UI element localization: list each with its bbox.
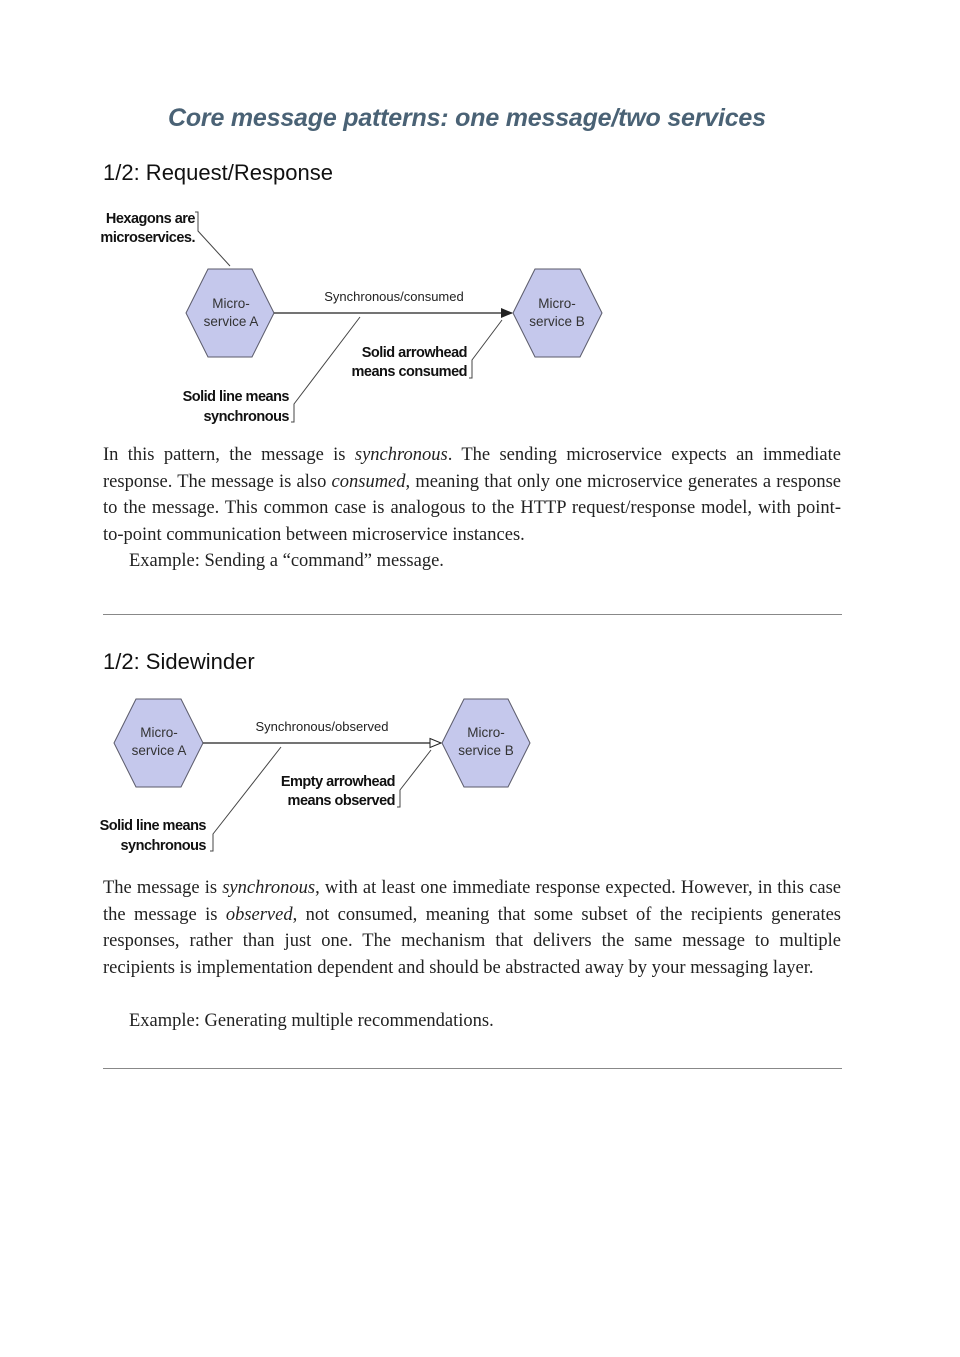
service-a-label-line2: service A bbox=[131, 743, 187, 758]
sidewinder-description: The message is synchronous, with at least one immediate response expected. However, in this case the message is observed, not consumed, meaning that some subset of the recipients generates responses, rather than just one. The mechanism that delivers the same message to multiple recipients is implementation dependent and should be abstracted away by your messaging layer. bbox=[103, 878, 841, 978]
callout-hexagons-line1: Hexagons are bbox=[105, 211, 195, 227]
callout-arrowhead bbox=[281, 750, 431, 809]
section-heading-sidewinder: 1/2: Sidewinder bbox=[103, 649, 255, 674]
service-a-label-line2: service A bbox=[203, 314, 259, 329]
callout-line-line1: Solid line means bbox=[182, 389, 289, 405]
section-divider bbox=[103, 614, 842, 615]
bottom-divider bbox=[103, 1068, 842, 1069]
page-title: Core message patterns: one message/two services bbox=[168, 104, 766, 132]
callout-hexagons bbox=[100, 211, 230, 266]
callout-hexagons-line2: microservices. bbox=[100, 230, 195, 246]
callout-line-leader bbox=[291, 317, 360, 422]
callout-arrowhead-line1: Empty arrowhead bbox=[280, 774, 395, 790]
service-b-label-line1: Micro- bbox=[538, 296, 576, 311]
callout-line-line2: synchronous bbox=[120, 838, 206, 854]
callout-hexagons-leader bbox=[195, 212, 230, 266]
callout-line-leader bbox=[210, 747, 281, 851]
service-a-label-line1: Micro- bbox=[140, 725, 178, 740]
service-b-label-line2: service B bbox=[458, 743, 514, 758]
connector-label: Synchronous/observed bbox=[255, 719, 389, 734]
request-response-example: Example: Sending a “command” message. bbox=[129, 551, 444, 571]
sidewinder-diagram bbox=[0, 690, 960, 865]
callout-arrowhead-line1: Solid arrowhead bbox=[361, 345, 467, 361]
callout-line-line2: synchronous bbox=[203, 409, 289, 425]
service-a-hexagon bbox=[186, 269, 274, 357]
request-response-diagram bbox=[0, 200, 960, 435]
callout-line-line1: Solid line means bbox=[99, 818, 206, 834]
callout-arrowhead bbox=[352, 320, 503, 380]
callout-arrowhead-line2: means consumed bbox=[351, 364, 467, 380]
sidewinder-example: Example: Generating multiple recommendations. bbox=[129, 1011, 494, 1031]
request-response-description: In this pattern, the message is synchronous. The sending microservice expects an immediate response. The message is also consumed, meaning that only one microservice generates a response to the message. This common case is analogous to the HTTP request/response model, with point-to-point communication between microservice instances. bbox=[103, 445, 841, 545]
callout-arrowhead-leader bbox=[469, 320, 502, 378]
service-a-label-line1: Micro- bbox=[212, 296, 250, 311]
section-heading-request-response: 1/2: Request/Response bbox=[103, 160, 333, 185]
connector-label: Synchronous/consumed bbox=[324, 289, 464, 304]
service-b-hexagon bbox=[513, 269, 602, 357]
callout-arrowhead-line2: means observed bbox=[287, 793, 395, 809]
service-b-label-line2: service B bbox=[529, 314, 585, 329]
service-b-label-line1: Micro- bbox=[467, 725, 505, 740]
callout-arrowhead-leader bbox=[397, 750, 431, 807]
